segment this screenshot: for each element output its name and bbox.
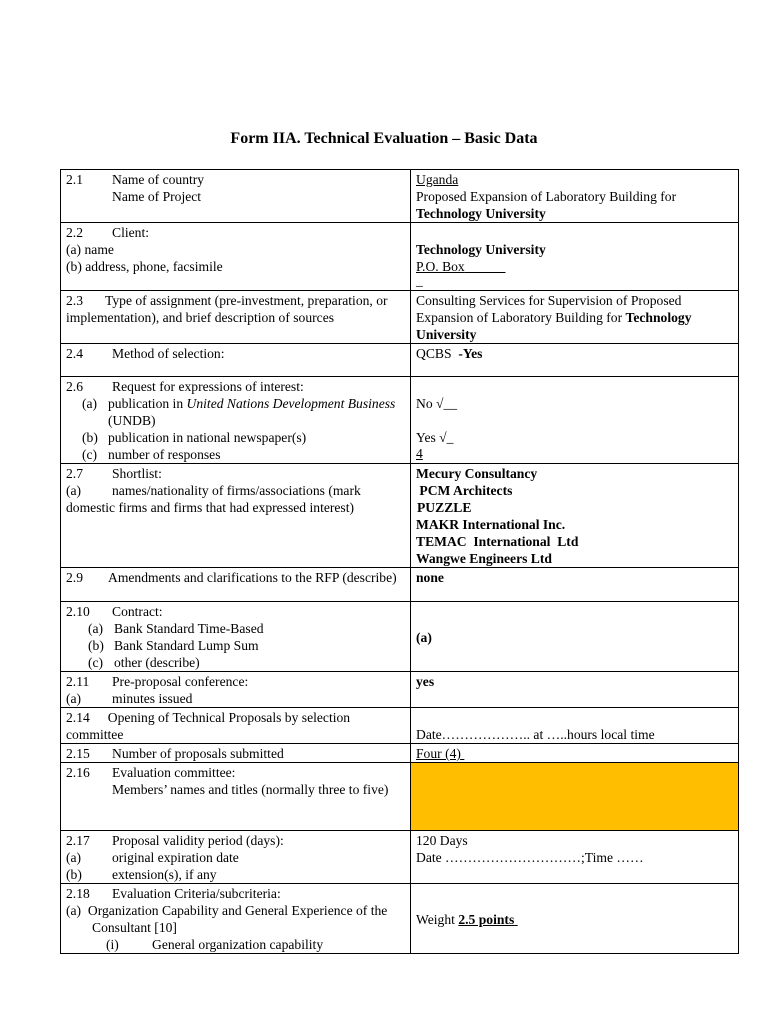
list-marker: (b) [82,430,98,445]
table-row [61,672,739,708]
opening-date: Date……………….. at …..hours local time [416,727,655,742]
country-value: Uganda [416,172,459,187]
table-row [61,344,739,377]
row-value-cell [411,708,739,744]
row-label-cell [61,672,411,708]
firm-item: PUZZLE [417,500,472,515]
project-value: Proposed Expansion of Laboratory Building for [416,189,677,204]
row-value-cell [411,344,739,377]
firm-item: PCM Architects [416,483,513,498]
row-sublabel [66,936,405,953]
firm-item: Wangwe Engineers Ltd [416,551,552,566]
row-sublabel: (a) Organization Capability and General Experience of the Consultant [10] [66,903,391,935]
table-row [61,884,739,954]
responses-count: 4 [416,446,423,461]
client-address [416,258,733,275]
row-sublabel-text: Members’ names and titles (normally three to five) [112,782,389,797]
row-sublabel: (b) address, phone, facsimile [66,259,223,274]
row-label: Request for expressions of interest: [112,379,304,394]
row-number: 2.17 [66,833,90,848]
list-item [66,654,405,671]
row-number: 2.2 [66,225,83,240]
client-address-text: P.O. Box [416,259,465,274]
row-number: 2.18 [66,886,90,901]
evaluation-table [60,169,739,954]
weight-label: Weight [416,911,455,927]
list-marker: (b) [88,638,104,653]
table-row [61,831,739,884]
list-text: minutes issued [112,691,193,706]
row-label-cell [61,884,411,954]
row-value-cell [411,291,739,344]
list-text: extension(s), if any [112,867,217,882]
row-label-cell [61,170,411,223]
expiration-date: Date …………………………;Time …… [416,850,644,865]
list-text: original expiration date [112,850,239,865]
conference-value: yes [416,674,435,689]
row-label: Type of assignment (pre-investment, preparation, or implementation), and brief description of sources [66,293,388,325]
row-sublabel [66,849,405,866]
row-label: Proposal validity period (days): [112,833,284,848]
row-sublabel [66,482,405,516]
row-value-cell [411,672,739,708]
row-label-cell [61,763,411,831]
form-title: Form IIA. Technical Evaluation – Basic Data [230,130,538,147]
row-sublabel [66,866,405,883]
row-label: Evaluation committee: [112,765,236,780]
list-item [66,429,405,446]
weight-points: 2.5 points [458,911,515,927]
table-row [61,708,739,744]
row-number: 2.10 [66,604,90,619]
row-label-cell [61,568,411,602]
row-number: 2.15 [66,746,90,761]
table-row [61,291,739,344]
row-number: 2.16 [66,765,90,780]
row-label-cell [61,831,411,884]
firm-item: Mecury Consultancy [416,466,538,481]
row-value-cell [411,602,739,672]
list-text-italic: United Nations Development Business [186,396,396,411]
project-value-bold: Technology University [416,206,546,221]
row-value-cell [411,744,739,763]
firm-item: MAKR International Inc. [416,517,566,532]
client-blank: _ [416,273,423,288]
row-value-cell [411,464,739,568]
row-label: Opening of Technical Proposals by selection committee [66,710,351,742]
row-label: Pre-proposal conference: [112,674,249,689]
list-marker: (a) [88,621,104,636]
row-number: 2.6 [66,379,83,394]
row-number: 2.14 [66,710,90,725]
list-text [108,395,405,429]
row-label-cell [61,223,411,291]
list-text: names/nationality of firms/associations (mark domestic firms and firms that had expressed interest) [66,483,361,515]
row-number: 2.3 [66,293,83,308]
undb-answer: No √__ [416,396,458,411]
table-row [61,464,739,568]
list-text: number of responses [108,447,221,462]
row-value-cell [411,568,739,602]
list-marker: (a) [82,396,98,411]
row-label-cell [61,708,411,744]
table-row [61,568,739,602]
client-name: Technology University [416,242,546,257]
row-number: 2.1 [66,172,83,187]
selection-method-bold: -Yes [458,346,483,361]
row-label: Contract: [112,604,163,619]
list-text: other (describe) [114,655,200,670]
assignment-value-bold: Technology University [416,310,692,342]
row-sublabel: Name of Project [112,189,202,204]
list-text: General organization capability [152,937,324,952]
row-value-cell [411,831,739,884]
list-item [66,637,405,654]
list-text-part: publication in [108,396,187,411]
row-label-cell [61,464,411,568]
row-number: 2.9 [66,570,83,585]
table-row [61,744,739,763]
firm-item: TEMAC International Ltd [416,534,579,549]
list-text: Bank Standard Lump Sum [114,638,259,653]
list-marker: (c) [82,447,98,462]
list-marker: (i) [106,937,119,952]
row-label-cell [61,291,411,344]
contract-value: (a) [416,629,432,645]
row-label: Amendments and clarifications to the RFP (describe) [108,570,397,585]
list-text: Bank Standard Time-Based [114,621,264,636]
selection-method: QCBS [416,346,452,361]
newspaper-answer: Yes √_ [416,430,454,445]
list-item [66,395,405,429]
list-marker: (a) [66,850,82,865]
list-marker: (a) [66,483,82,498]
table-row [61,377,739,464]
row-value-cell [411,377,739,464]
row-number: 2.4 [66,346,83,361]
row-number: 2.7 [66,466,83,481]
table-row [61,763,739,831]
table-row [61,602,739,672]
row-sublabel [66,690,405,707]
row-label: Number of proposals submitted [112,746,284,761]
row-label: Client: [112,225,150,240]
committee-highlight-cell [411,763,739,831]
amendments-value: none [416,570,444,585]
list-marker: (c) [88,655,104,670]
list-marker: (b) [66,867,82,882]
row-label: Method of selection: [112,346,225,361]
validity-days: 120 Days [416,833,468,848]
row-label: Shortlist: [112,466,162,481]
list-item [66,446,405,463]
list-marker: (a) [66,691,82,706]
row-value-cell [411,223,739,291]
row-label-cell [61,602,411,672]
row-sublabel: (a) name [66,242,114,257]
list-text: publication in national newspaper(s) [108,430,307,445]
row-label: Evaluation Criteria/subcriteria: [112,886,281,901]
table-row [61,170,739,223]
row-number: 2.11 [66,674,90,689]
row-sublabel [66,781,405,798]
row-value-cell [411,170,739,223]
assignment-value: Consulting Services for Supervision of Proposed Expansion of Laboratory Building for [416,293,682,325]
list-text-part: (UNDB) [108,413,156,428]
row-value-cell [411,884,739,954]
row-label-cell [61,744,411,763]
table-row [61,223,739,291]
row-label-cell [61,377,411,464]
proposals-count: Four (4) [416,746,461,761]
row-label: Name of country [112,172,205,187]
row-label-cell [61,344,411,377]
list-item [66,620,405,637]
